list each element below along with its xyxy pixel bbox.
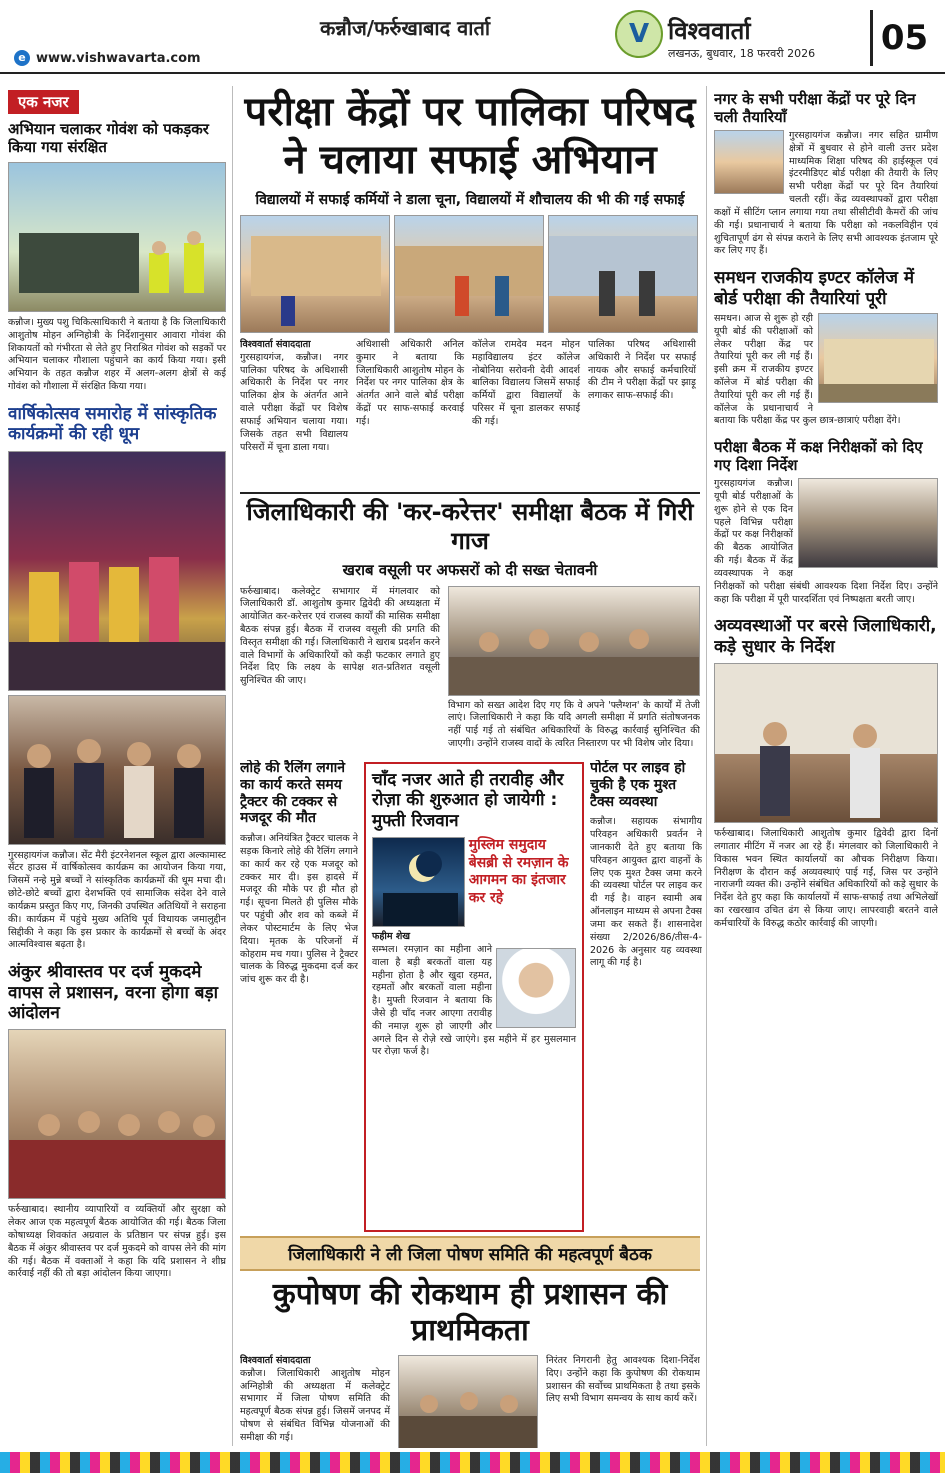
nutrition-photo-art — [399, 1356, 538, 1448]
paper-name: विश्ववार्ता — [668, 17, 751, 45]
ramzan-body: सम्भल। रमज़ान का महीना आने वाला है बड़ी बरकतों वाला यह महीना होता है और खुदा रहमत, रहमतों और बरकतों वाला महीना है। मुफ्ती रिजवान ने बताया कि जैसे ही चाँद नजर आएगा तरावीह की नमाज़ शुरू हो जाएगी और अगले दिन से रोज़े रखे जाएंगे। इस महीने में हर मुसलमान पर रोज़ा फर्ज है। — [372, 943, 576, 1058]
story-headline: परीक्षा बैठक में कक्ष निरीक्षकों को दिए गए दिशा निर्देश — [714, 438, 923, 475]
ramzan-pullquote: मुस्लिम समुदाय बेसब्री से रमज़ान के आगमन का इंतजार कर रहे — [468, 837, 569, 906]
nutrition-body-col1: कन्नौज। जिलाधिकारी आशुतोष मोहन अग्निहोत्री की अध्यक्षता में कलेक्ट्रेट सभागार में जिला पोषण समिति की महत्वपूर्ण बैठक संपन्न हुई। जिसमें जनपद में पोषण से संबंधित विभिन्न योजनाओं की समीक्षा की गई। — [240, 1367, 390, 1443]
column-divider — [706, 86, 707, 1446]
nutrition-body-col2: निरंतर निगरानी हेतु आवश्यक दिशा-निर्देश दिए। उन्होंने कहा कि कुपोषण की रोकथाम प्रशासन की सर्वोच्च प्राथमिकता है तथा इसके लिए सभी विभाग समन्वय के साथ कार्य करें। — [546, 1355, 700, 1405]
ramzan-byline: फहीम शेख — [372, 931, 411, 943]
column-divider — [232, 86, 233, 1446]
lead-credit: विश्ववार्ता संवाददाता — [240, 339, 311, 350]
nutrition-story — [240, 1236, 700, 1448]
guests-photo-art — [9, 696, 226, 845]
portal-story — [590, 760, 702, 1230]
ramzan-box — [364, 762, 584, 1232]
inspection-photo — [714, 663, 938, 823]
ramzan-row — [372, 837, 576, 927]
lead-photo-1-art — [241, 216, 390, 333]
college-photo — [818, 313, 938, 403]
dm-headline: जिलाधिकारी की 'कर-करेत्तर' समीक्षा बैठक में गिरी गाज — [246, 498, 694, 555]
inspection-photo-art — [715, 664, 938, 823]
dm-photo-art — [449, 587, 700, 696]
lead-photo-2-art — [395, 216, 544, 333]
cattle-photo-art — [9, 163, 226, 312]
meeting-photo — [8, 1029, 226, 1199]
story-headline: वार्षिकोत्सव समारोह में सांस्कृतिक कार्यक्रमों की रही धूम — [8, 403, 217, 445]
website-link[interactable] — [14, 50, 201, 66]
nutrition-photo — [398, 1355, 538, 1448]
dm-body-columns — [240, 586, 700, 751]
dm-body-left: फर्रुखाबाद। कलेक्ट्रेट सभागार में मंगलवार को जिलाधिकारी डॉ. आशुतोष कुमार द्विवेदी की अध्यक्षता में आयोजित कर-करेत्तर एवं राजस्व कार्यों की मासिक समीक्षा बैठक संपन्न हुई। बैठक में राजस्व वसूली की प्रगति की विस्तृत समीक्षा की गई। जिलाधिकारी ने खराब प्रदर्शन करने वाले विभागों के अधिकारियों को कड़ी फटकार लगाते हुए निर्देश दिए कि लक्ष्य के सापेक्ष शत-प्रतिशत वसूली सुनिश्चित की जाए। — [240, 585, 440, 687]
left-column — [8, 90, 226, 1445]
story-body: गुरसहायगंज कन्नौज। सेंट मैरी इंटरनेशनल स्कूल द्वारा अल्कामास्ट सेंटर हाउस में वार्षिकोत्सव कार्यक्रम का आयोजन किया गया, जिसमें नन्हे मुन्ने बच्चों ने सांस्कृतिक कार्यक्रमों की धूम मचा दी। छोटे-छोटे बच्चों द्वारा देशभक्ति एवं सामाजिक संदेश देने वाले कार्यक्रम प्रस्तुत किए गए, जिनकी उपस्थित अतिथियों ने सराहना की। कार्यक्रम में पहुंचे मुख्य अतिथि पूर्व विधायक जमालुद्दीन सिद्दीकी ने कहा कि इस प्रकार के कार्यक्रमों से बच्चों के अंदर आत्मविश्वास बढ़ता है। — [8, 849, 226, 951]
lead-body-col1: गुरसहायगंज, कन्नौज। नगर पालिका परिषद के अधिशासी अधिकारी के निर्देश पर नगर पालिका क्षेत्र के अंतर्गत आने वाले परीक्षा केंद्रों पर विशेष सफाई अभियान चलाया गया। जिसके तहत सभी विद्यालय परिसरों में चूना डाला गया। — [240, 351, 348, 453]
lead-photo-2 — [394, 215, 544, 333]
lead-story — [240, 88, 700, 488]
browser-icon: e — [14, 50, 30, 66]
meeting-photo-art — [9, 1030, 226, 1199]
guests-photo — [8, 695, 226, 845]
lead-body-col2: अधिशासी अधिकारी अनिल कुमार ने बताया कि जिलाधिकारी आशुतोष मोहन के निर्देश पर नगर पालिका क्षेत्र के अंतर्गत आने वाले बोर्ड परीक्षा केंद्रों पर साफ-सफाई करवाई गई। — [356, 339, 464, 427]
lead-headline-line1: परीक्षा केंद्रों पर पालिका परिषद — [244, 89, 696, 135]
lead-photo-3 — [548, 215, 698, 333]
moon-icon — [373, 838, 465, 927]
story-body: समधन। आज से शुरू हो रही यूपी बोर्ड की परीक्षाओं को लेकर परीक्षा केंद्र पर तैयारियां पूरी कर ली गई हैं। इसी क्रम में राजकीय इण्टर कॉलेज में बोर्ड परीक्षा की तैयारियां पूरी कर ली गई हैं। कॉलेज के प्रधानाचार्य ने बताया कि परीक्षा केंद्र पर कुल छात्र-छात्राएं परीक्षा देंगे। — [714, 312, 901, 427]
story-body: फर्रुखाबाद। स्थानीय व्यापारियों व व्यक्तियों और सुरक्षा को लेकर आज एक महत्वपूर्ण बैठक आयोजित की गई। बैठक जिला कोषाध्यक्ष शिवकांत अग्रवाल के प्रतिष्ठान पर संपन्न हुई। इस बैठक में अंकुर श्रीवास्तव पर दर्ज मुकदमे को वापस लेने की मांग की गई। बैठक में वक्ताओं ने कहा कि यदि प्रशासन ने शीघ्र कार्रवाई नहीं की तो बड़ा आंदोलन किया जाएगा। — [8, 1204, 226, 1280]
dm-story — [240, 492, 700, 754]
website-url[interactable]: www.vishwavarta.com — [36, 50, 201, 66]
story-body: गुरसहायगंज कन्नौज। नगर सहित ग्रामीण क्षेत्रों में बुधवार से होने वाली उत्तर प्रदेश माध्यमिक शिक्षा परिषद की हाईस्कूल एवं इंटरमीडिएट बोर्ड परीक्षा की तैयारी के लिए सभी परीक्षा केंद्रों पर पूरे दिन तैयारियां चलती रहीं। केंद्र व्यवस्थापकों द्वारा परीक्षा कक्षों में सीटिंग प्लान लगाया गया तथा सीसीटीवी कैमरों की जांच की गई। प्रधानाचार्य ने बताया कि परीक्षा को नकलविहीन एवं शुचितापूर्ण ढंग से संपन्न कराने के लिए सभी आवश्यक इंतजाम पूरे कर लिए गए हैं। — [714, 130, 938, 257]
stage-photo-art — [9, 452, 226, 691]
college-photo-art — [819, 314, 938, 403]
story-headline: अभियान चलाकर गोवंश को पकड़कर किया गया संरक्षित — [8, 120, 209, 156]
portal-body: कन्नौज। सहायक संभागीय परिवहन अधिकारी प्रवर्तन ने जानकारी देते हुए बताया कि परिवहन आयुक्त द्वारा वाहनों के लिए एक मुश्त टैक्स जमा करने की व्यवस्था पोर्टल पर लाइव कर दी गई है। वाहन स्वामी अब ऑनलाइन माध्यम से अपना टैक्स जमा कर सकते हैं। शासनादेश संख्या 2/2026/86/तीस-4-2026 के अनुसार यह व्यवस्था लागू की गई है। — [590, 816, 702, 969]
story-body: फर्रुखाबाद। जिलाधिकारी आशुतोष कुमार द्विवेदी द्वारा दिनों लगातार मीटिंग में नजर आ रहे हैं। मंगलवार को जिलाधिकारी ने विकास भवन स्थित कार्यालयों का औचक निरीक्षण किया। निरीक्षण के दौरान कई अव्यवस्थाएं पाई गईं, जिस पर उन्होंने नाराजगी व्यक्त की। उन्होंने संबंधित अधिकारियों को कड़े सुधार के निर्देश देते हुए कहा कि कार्यालयों में साफ-सफाई तथा अभिलेखों का रखरखाव उचित ढंग से किया जाए। लापरवाही बरतने वाले कर्मचारियों के विरुद्ध कठोर कार्रवाई की जाएगी। — [714, 828, 938, 929]
exam-photo — [714, 130, 784, 194]
truck-story — [240, 760, 358, 1230]
ramzan-headline: चाँद नजर आते ही तरावीह और रोज़ा की शुरुआत हो जायेगी : मुफ्ती रिजवान — [372, 770, 564, 831]
lead-headline-line2: ने चलाया सफाई अभियान — [283, 137, 657, 183]
portal-headline: पोर्टल पर लाइव हो चुकी है एक मुश्त टैक्स व्यवस्था — [590, 760, 686, 810]
lead-photo-1 — [240, 215, 390, 333]
right-column — [714, 90, 938, 1445]
masthead — [0, 0, 945, 74]
story-headline: समधन राजकीय इण्टर कॉलेज में बोर्ड परीक्षा की तैयारियां पूरी — [714, 268, 915, 309]
lead-photo-3-art — [549, 216, 698, 333]
nutrition-body-columns — [240, 1355, 700, 1448]
section-title: कन्नौज/फर्रुखाबाद वार्ता — [320, 16, 491, 40]
lead-body-col4: पालिका परिषद अधिशासी अधिकारी ने निर्देश पर सफाई नायक और सफाई कर्मचारियों की टीम ने परीक्षा केंद्रों पर झाड़ू लगाकर साफ-सफाई की। — [588, 339, 696, 402]
mufti-photo — [496, 948, 576, 1028]
dm-photo — [448, 586, 700, 696]
cattle-photo — [8, 162, 226, 312]
stage-photo — [8, 451, 226, 691]
dm-body-right: विभाग को सख्त आदेश दिए गए कि वे अपने 'फ्लैग्शन' के कार्यों में तेजी लाएं। जिलाधिकारी ने कहा कि यदि अगली समीक्षा में प्रगति संतोषजनक नहीं पाई गई तो संबंधित अधिकारियों के विरुद्ध कार्रवाई सुनिश्चित की जाएगी। उन्होंने राजस्व वादों के त्वरित निस्तारण पर भी विशेष जोर दिया। — [448, 699, 700, 750]
truck-headline: लोहे की रैलिंग लगाने का कार्य करते समय ट्रैक्टर की टक्कर से मजदूर की मौत — [240, 760, 346, 827]
invigilator-photo — [798, 478, 938, 568]
lead-subheadline: विद्यालयों में सफाई कर्मियों ने डाला चूना, विद्यालयों में शौचालय की भी की गई सफाई — [255, 192, 685, 208]
dateline: लखनऊ, बुधवार, 18 फरवरी 2026 — [668, 47, 816, 60]
dm-subheadline: खराब वसूली पर अफसरों को दी सख्त चेतावनी — [342, 560, 598, 579]
logo-icon: V — [615, 10, 663, 58]
nutrition-credit: विश्ववार्ता संवाददाता — [240, 1355, 311, 1366]
ek-nazar-tag: एक नजर — [8, 90, 79, 114]
story-headline: नगर के सभी परीक्षा केंद्रों पर पूरे दिन चली तैयारियाँ — [714, 90, 916, 126]
lead-body-columns — [240, 339, 700, 454]
page-number: 05 — [870, 10, 936, 66]
story-body: गुरसहायगंज कन्नौज। यूपी बोर्ड परीक्षाओं के शुरू होने से एक दिन पहले विभिन्न परीक्षा केंद्रों पर कक्ष निरीक्षकों की बैठक आयोजित की गई। बैठक में केंद्र व्यवस्थापक ने कक्ष निरीक्षकों को परीक्षा संबंधी आवश्यक दिशा निर्देश दिए। उन्होंने कहा कि परीक्षा में पूरी पारदर्शिता एवं निष्पक्षता बरती जाए। — [714, 478, 938, 605]
story-body: कन्नौज। मुख्य पशु चिकित्साधिकारी ने बताया है कि जिलाधिकारी आशुतोष मोहन अग्निहोत्री के निर्देशानुसार आवारा गोवंश की शिकायतों को गंभीरता से लेते हुए निराश्रित गोवंश को सड़कों पर अभियान चलाकर गौशाला पहुंचाने का कार्य किया गया। इसी अभियान के तहत कन्नौज शहर में अलग-अलग क्षेत्रों से कई गोवंश को गौशाला में संरक्षित किया गया। — [8, 317, 226, 393]
story-headline: अंकुर श्रीवास्तव पर दर्ज मुकदमे वापस ले प्रशासन, वरना होगा बड़ा आंदोलन — [8, 962, 218, 1023]
story-headline: अव्यवस्थाओं पर बरसे जिलाधिकारी, कड़े सुधार के निर्देश — [714, 616, 937, 657]
color-registration-bar — [0, 1452, 945, 1473]
lead-body-col3: कॉलेज रामदेव मदन मोहन महाविद्यालय इंटर कॉलेज नोबोनिया सरोवनी देवी आदर्श बालिका विद्यालय जिसमें सफाई कर्मियों द्वारा विद्यालयों के परिसर में चूना डालकर सफाई की गई। — [472, 339, 580, 427]
nutrition-banner: जिलाधिकारी ने ली जिला पोषण समिति की महत्वपूर्ण बैठक — [240, 1236, 700, 1271]
lead-photo-row — [240, 215, 700, 333]
nutrition-headline: कुपोषण की रोकथाम ही प्रशासन की प्राथमिकता — [272, 1277, 668, 1348]
moon-photo — [372, 837, 465, 927]
truck-body: कन्नौज। अनियंत्रित ट्रैक्टर चालक ने सड़क किनारे लोहे की रैलिंग लगाने का कार्य कर रहे एक मजदूर को टक्कर मार दी। इस हादसे में मजदूर की मौके पर ही मौत हो गई। सूचना मिलते ही पुलिस मौके पर पहुंची और शव को कब्जे में लेकर पोस्टमार्टम के लिए भेज दिया। मृतक के परिजनों में कोहराम मच गया। पुलिस ने ट्रैक्टर चालक के विरुद्ध मुकदमा दर्ज कर जांच शुरू कर दी है। — [240, 833, 358, 986]
